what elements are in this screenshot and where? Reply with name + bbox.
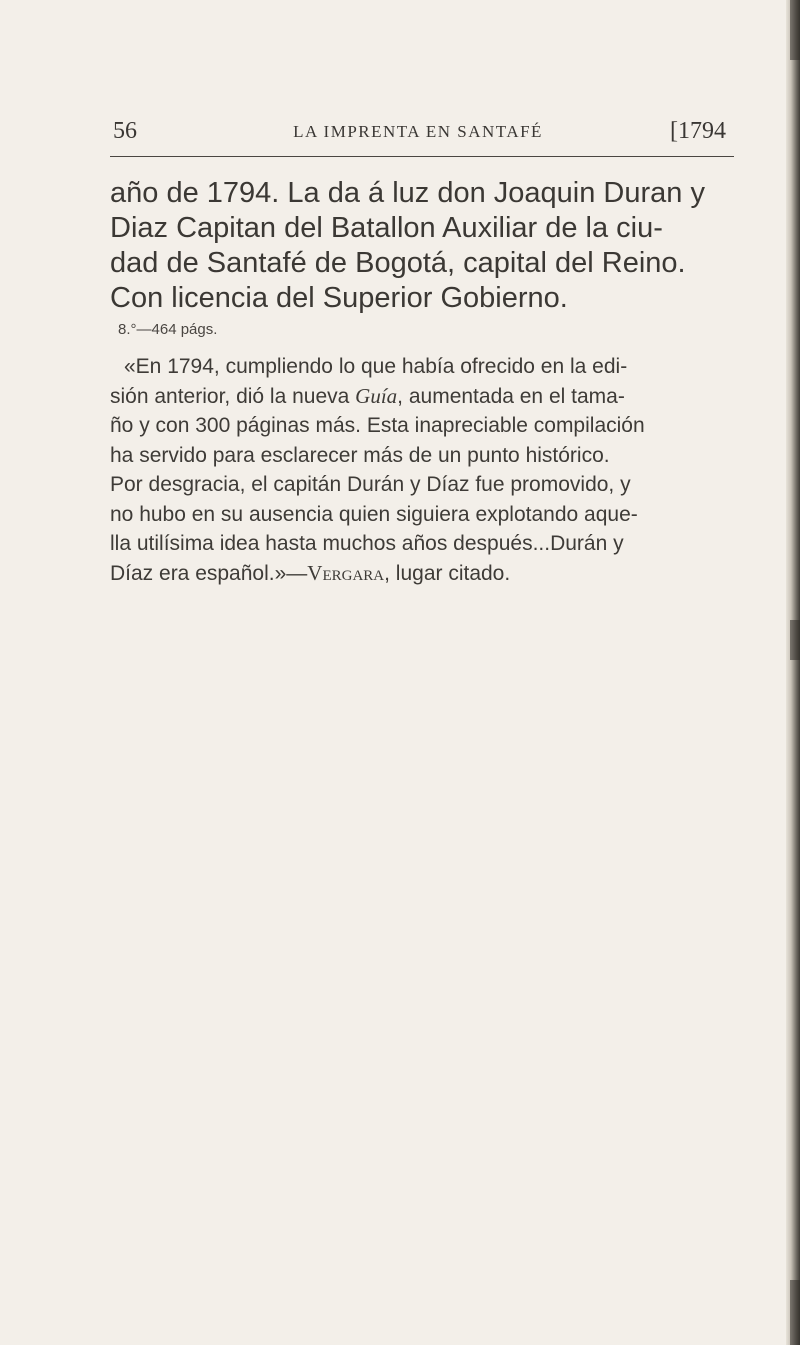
edge-stain [790, 1280, 800, 1345]
edge-stain [790, 0, 800, 60]
title-line: año de 1794. La da á luz don Joaquin Duran y [110, 177, 705, 209]
page-header [110, 118, 726, 152]
quote-line: «En 1794, cumpliendo lo que había ofrecido en la edi- [124, 355, 628, 378]
book-title-block [110, 176, 740, 316]
quote-text: , aumentada en el tama- [397, 384, 625, 408]
quote-text: Díaz era español.»— [110, 561, 308, 585]
quote-text: sión anterior, dió la nueva [110, 384, 356, 408]
quote-text: , lugar citado. [384, 561, 511, 585]
quote-line: ha servido para esclarecer más de un punto histórico. [110, 443, 610, 467]
quote-line [110, 559, 740, 589]
quote-line: ño y con 300 páginas más. Esta inapreciable compilación [110, 414, 645, 437]
year-reference: [1794 [670, 118, 726, 144]
running-title: LA IMPRENTA EN SANTAFÉ [293, 122, 543, 141]
title-line: Con licencia del Superior Gobierno. [110, 282, 568, 314]
header-rule [110, 156, 734, 157]
page-number: 56 [113, 118, 137, 144]
edge-stain [790, 620, 800, 660]
page-edge-shadow [786, 0, 800, 1345]
book-title-italic: Guía [355, 383, 398, 408]
quote-line: lla utilísima idea hasta muchos años después...Durán y [110, 532, 624, 555]
quote-line: Por desgracia, el capitán Durán y Díaz fue promovido, y [110, 473, 631, 496]
quotation-paragraph [110, 352, 740, 588]
cited-author: Vergara [307, 560, 385, 585]
pages-note: 8.°—464 págs. [118, 321, 218, 338]
quote-line [110, 382, 740, 412]
title-line: Diaz Capitan del Batallon Auxiliar de la ciu- [110, 212, 663, 244]
quote-line: no hubo en su ausencia quien siguiera explotando aque- [110, 502, 638, 526]
title-line: dad de Santafé de Bogotá, capital del Reino. [110, 247, 686, 279]
